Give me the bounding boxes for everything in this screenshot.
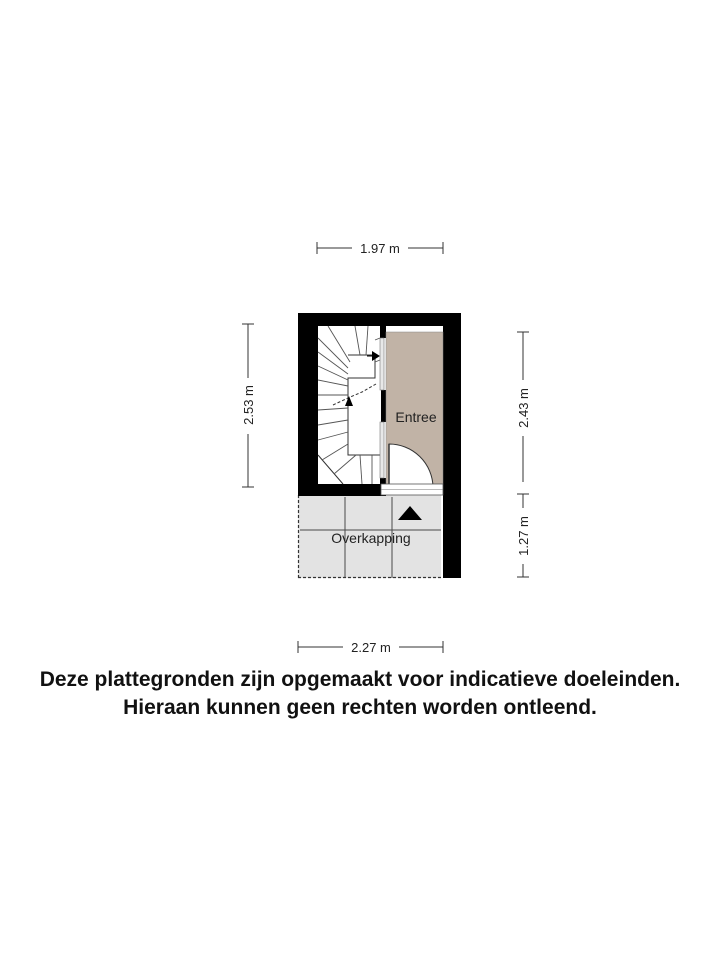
dimension-top (317, 241, 443, 256)
entree-room (380, 332, 443, 495)
disclaimer-line-1: Deze plattegronden zijn opgemaakt voor indicatieve doeleinden. (39, 668, 681, 691)
disclaimer-line-2: Hieraan kunnen geen rechten worden ontleend. (123, 696, 597, 719)
staircase (318, 326, 380, 484)
dimension-right-upper (516, 332, 531, 482)
dimension-right-lower (516, 494, 531, 577)
entree-label: Entree (395, 409, 437, 425)
overkapping-area (298, 495, 441, 578)
dimension-bottom-label: 2.27 m (351, 640, 391, 655)
dimension-left-label: 2.53 m (241, 385, 256, 425)
overkapping-label: Overkapping (331, 530, 411, 546)
dimension-left (241, 324, 256, 487)
dimension-bottom (298, 640, 443, 655)
dimension-top-label: 1.97 m (360, 241, 400, 256)
dimension-right-lower-label: 1.27 m (516, 516, 531, 556)
dimension-right-upper-label: 2.43 m (516, 388, 531, 428)
